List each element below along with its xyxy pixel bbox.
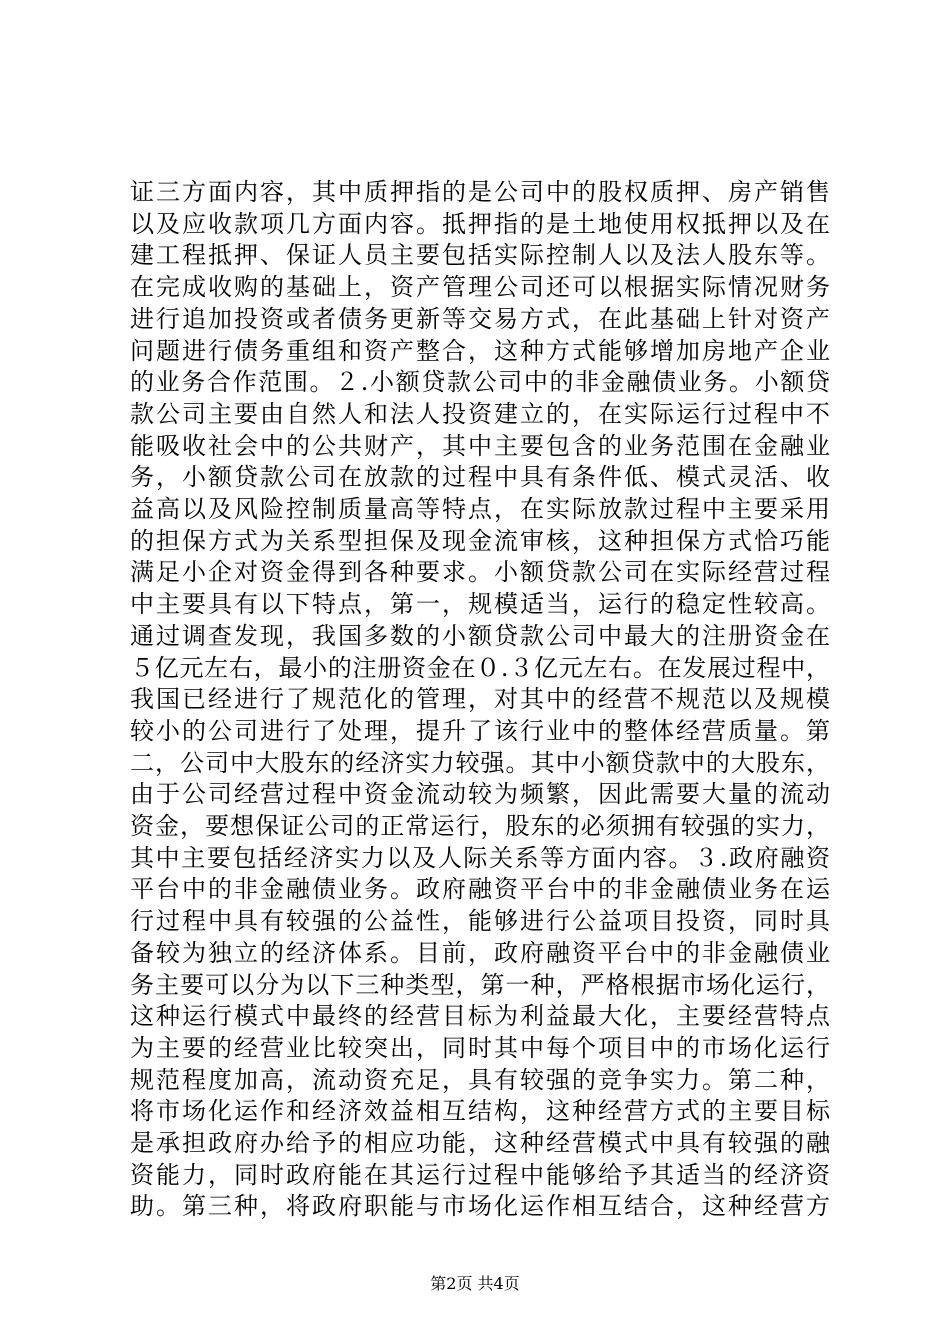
text-line: 进行追加投资或者债务更新等交易方式，在此基础上针对资产 (130, 304, 830, 333)
text-line: 以及应收款项几方面内容。抵押指的是土地使用权抵押以及在 (130, 209, 830, 238)
text-line: 行过程中具有较强的公益性，能够进行公益项目投资，同时具 (130, 907, 830, 936)
text-line: 证三方面内容，其中质押指的是公司中的股权质押、房产销售 (130, 178, 830, 206)
text-line: 规范程度加高，流动资充足，具有较强的竞争实力。第二种， (130, 1065, 830, 1094)
text-line: 平台中的非金融债业务。政府融资平台中的非金融债业务在运 (130, 875, 830, 904)
text-line: 助。第三种，将政府职能与市场化运作相互结合，这种经营方 (130, 1192, 830, 1221)
text-line: 二，公司中大股东的经济实力较强。其中小额贷款中的大股东， (130, 748, 830, 777)
text-line: 资金，要想保证公司的正常运行，股东的必须拥有较强的实力， (130, 812, 830, 840)
text-line: 通过调查发现，我国多数的小额贷款公司中最大的注册资金在 (130, 621, 830, 650)
text-line: 的业务合作范围。２.小额贷款公司中的非金融债业务。小额贷 (130, 368, 830, 397)
text-line: 较小的公司进行了处理，提升了该行业中的整体经营质量。第 (130, 716, 830, 745)
text-line: 将市场化运作和经济效益相互结构，这种经营方式的主要目标 (130, 1097, 830, 1126)
text-line: 资能力，同时政府能在其运行过程中能够给予其适当的经济资 (130, 1160, 830, 1189)
page-number-footer: 第2页 共4页 (430, 1274, 520, 1293)
text-line: 问题进行债务重组和资产整合，这种方式能够增加房地产企业 (130, 336, 830, 365)
text-line: 这种运行模式中最终的经营目标为利益最大化，主要经营特点 (130, 1002, 830, 1031)
text-line: 款公司主要由自然人和法人投资建立的，在实际运行过程中不 (130, 399, 830, 428)
text-line: 备较为独立的经济体系。目前，政府融资平台中的非金融债业 (130, 938, 830, 967)
text-line: 在完成收购的基础上，资产管理公司还可以根据实际情况财务 (130, 273, 830, 302)
text-line: 我国已经进行了规范化的管理，对其中的经营不规范以及规模 (130, 685, 830, 714)
text-line: 建工程抵押、保证人员主要包括实际控制人以及法人股东等。 (130, 241, 830, 270)
text-line: 由于公司经营过程中资金流动较为频繁，因此需要大量的流动 (130, 780, 830, 809)
text-line: 的担保方式为关系型担保及现金流审核，这种担保方式恰巧能 (130, 526, 830, 555)
text-line: 中主要具有以下特点，第一，规模适当，运行的稳定性较高。 (130, 590, 830, 619)
text-line: 其中主要包括经济实力以及人际关系等方面内容。３.政府融资 (130, 843, 830, 872)
text-line: 能吸收社会中的公共财产，其中主要包含的业务范围在金融业 (130, 431, 830, 460)
text-line: 益高以及风险控制质量高等特点，在实际放款过程中主要采用 (130, 495, 830, 523)
text-line: 为主要的经营业比较突出，同时其中每个项目中的市场化运行 (130, 1033, 830, 1062)
text-line: ５亿元左右，最小的注册资金在０.３亿元左右。在发展过程中， (130, 653, 830, 682)
text-line: 务主要可以分为以下三种类型，第一种，严格根据市场化运行， (130, 970, 830, 999)
text-line: 满足小企对资金得到各种要求。小额贷款公司在实际经营过程 (130, 558, 830, 587)
text-line: 务，小额贷款公司在放款的过程中具有条件低、模式灵活、收 (130, 463, 830, 492)
text-line: 是承担政府办给予的相应功能，这种经营模式中具有较强的融 (130, 1129, 830, 1157)
